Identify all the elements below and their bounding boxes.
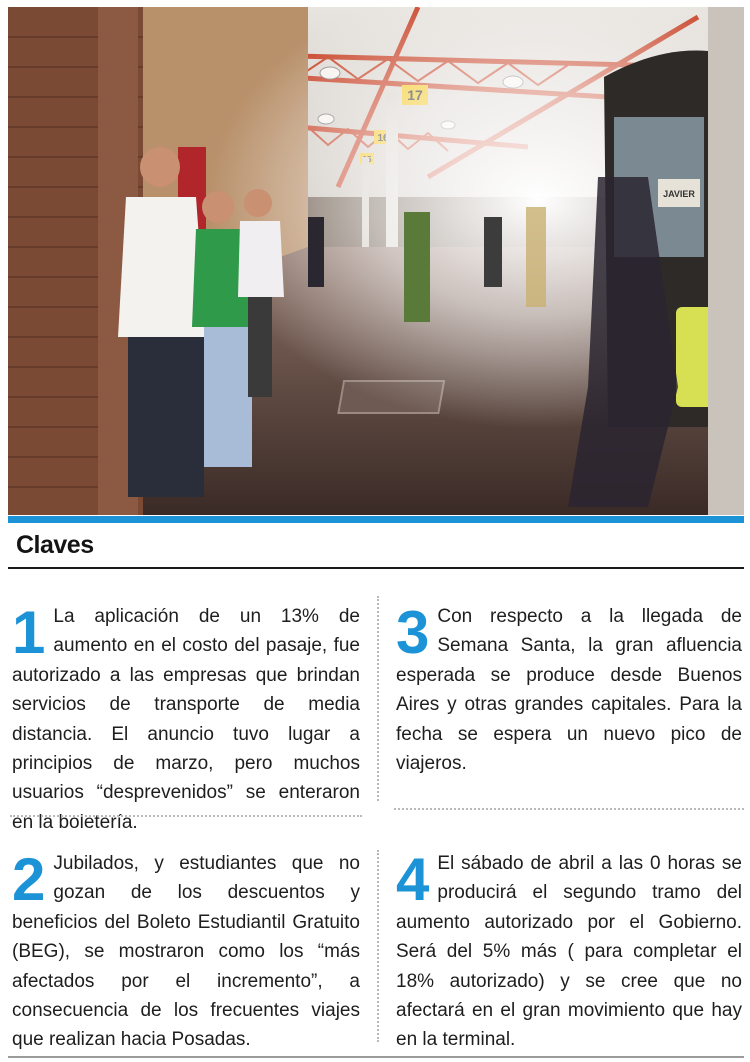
svg-text:JAVIER: JAVIER [663,189,695,199]
column-divider [377,850,379,1042]
clave-number: 1 [12,599,46,666]
clave-number: 2 [12,846,46,913]
bottom-divider [8,1056,744,1058]
clave-text: El sábado de abril a las 0 horas se producirá el segundo tramo del aumento autorizado por el Gobierno. Será del 5% más ( para completar el 18% autorizado) y se cree que no afectará en el gran movimiento que hay en la terminal. [396,853,742,1051]
clave-text: Con respecto a la llegada de Semana Santa, la gran afluencia esperada se produce desde Buenos Aires y otras grandes capitales. Para la fecha se espera un nuevo pico de viajeros. [396,606,742,775]
bus-terminal-photo [8,7,744,515]
column-divider [377,596,379,801]
row-divider [10,815,362,817]
clave-number: 4 [396,846,430,913]
clave-item-1 [12,599,360,837]
title-divider [8,567,744,569]
clave-item-4 [396,846,742,1055]
row-divider [394,808,744,810]
accent-rule [8,516,744,523]
clave-item-2 [12,846,360,1055]
section-title: Claves [16,531,94,559]
clave-text: La aplicación de un 13% de aumento en el costo del pasaje, fue autorizado a las empresas que brindan servicios de transporte de media distancia. El anuncio tuvo lugar a principios de marzo, pero muchos usuarios “desprevenidos” se enteraron en la boletería. [12,606,360,833]
clave-number: 3 [396,599,430,666]
clave-text: Jubilados, y estudiantes que no gozan de los descuentos y beneficios del Boleto Estudiantil Gratuito (BEG), se mostraron como los “más afectados por el incremento”, a consecuencia de los frecuentes viajes que realizan hacia Posadas. [12,853,360,1051]
clave-item-3 [396,599,742,778]
